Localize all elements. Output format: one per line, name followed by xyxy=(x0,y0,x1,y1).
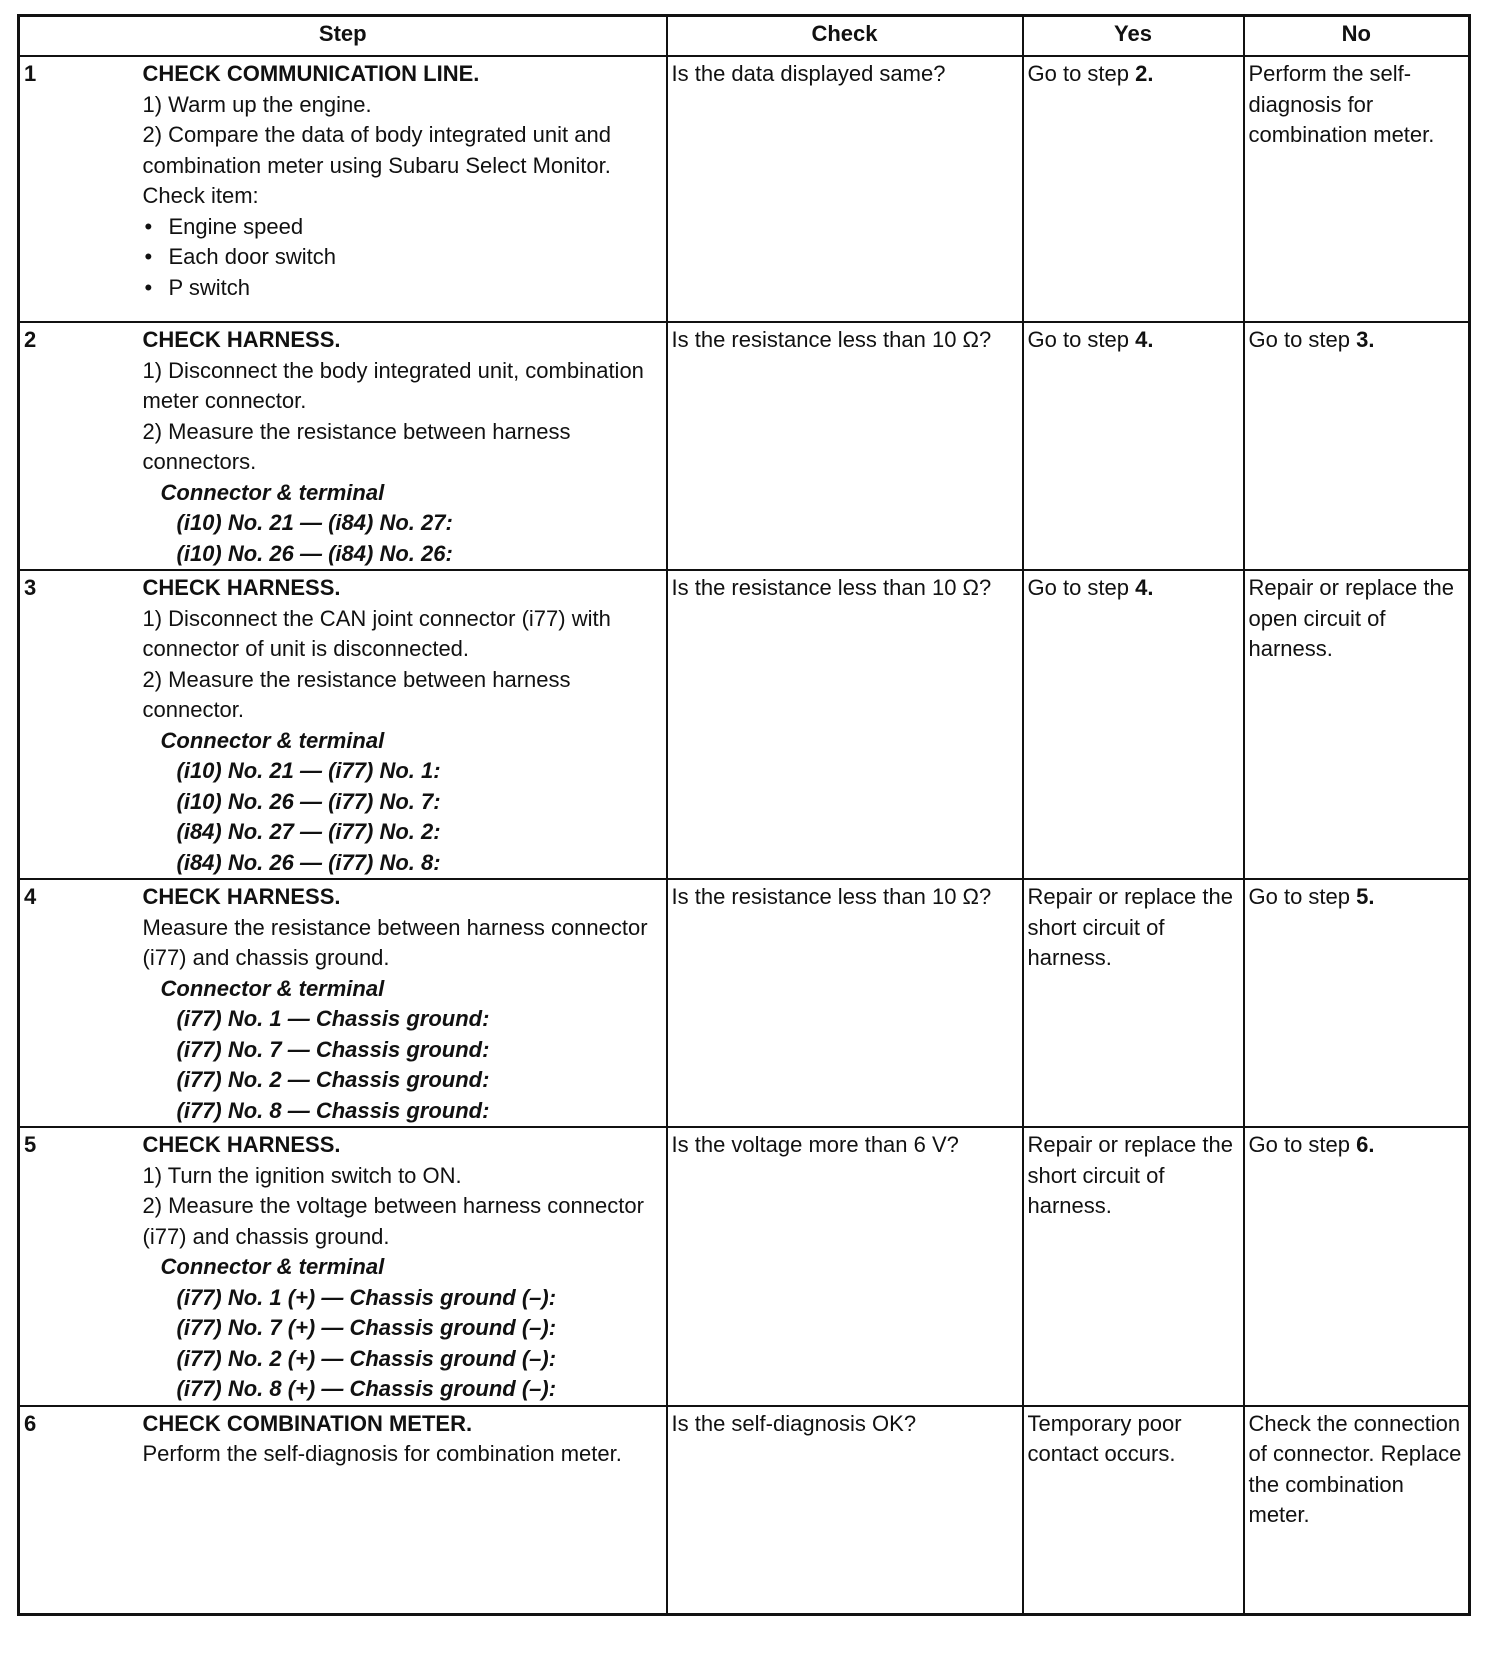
connector-terminal-item: (i77) No. 2 (+) — Chassis ground (–): xyxy=(176,1345,557,1371)
connector-terminal-item: (i77) No. 8 — Chassis ground: xyxy=(176,1097,490,1123)
connector-terminal-item: (i77) No. 2 — Chassis ground: xyxy=(176,1067,490,1092)
no-text: Go to step xyxy=(1248,1132,1357,1157)
connector-terminal-item: (i77) No. 7 (+) — Chassis ground (–): xyxy=(176,1315,557,1340)
connector-terminal-item: (i77) No. 8 (+) — Chassis ground (–): xyxy=(176,1376,557,1401)
step-description xyxy=(139,322,667,570)
step-title: CHECK HARNESS. xyxy=(142,575,341,600)
table-row xyxy=(19,56,1470,322)
no-step-ref: 3. xyxy=(1356,327,1375,352)
step-description xyxy=(139,1406,667,1615)
table-row xyxy=(19,570,1470,879)
table-row xyxy=(19,879,1470,1127)
step-number: 2 xyxy=(19,322,139,570)
yes-cell: Temporary poor contact occurs. xyxy=(1023,1406,1244,1615)
step-line: 2) Measure the resistance between harness connector. xyxy=(142,666,571,722)
no-cell: Check the connection of connector. Replace the combination meter. xyxy=(1244,1406,1470,1615)
check-item: • Each door switch xyxy=(143,242,662,273)
step-line: 1) Turn the ignition switch to ON. xyxy=(142,1162,462,1188)
no-text: Go to step xyxy=(1248,884,1357,909)
table-row xyxy=(19,322,1470,570)
yes-text: Go to step xyxy=(1027,61,1136,86)
diagnostic-table xyxy=(17,14,1471,1616)
connector-terminal-label: Connector & terminal xyxy=(160,479,385,505)
step-number: 1 xyxy=(19,56,139,322)
yes-cell: Repair or replace the short circuit of harness. xyxy=(1023,1127,1244,1406)
connector-terminal-item: (i84) No. 26 — (i77) No. 8: xyxy=(176,849,441,875)
yes-step-ref: 2. xyxy=(1135,61,1154,86)
connector-terminal-item: (i77) No. 7 — Chassis ground: xyxy=(176,1036,490,1062)
header-row xyxy=(19,16,1470,57)
connector-terminal-label: Connector & terminal xyxy=(160,727,385,753)
check-item: • Engine speed xyxy=(143,212,662,243)
step-number: 5 xyxy=(19,1127,139,1406)
step-title: CHECK HARNESS. xyxy=(142,1132,341,1157)
no-cell xyxy=(1244,322,1470,570)
check-cell: Is the resistance less than 10 Ω? xyxy=(667,322,1023,570)
step-line: 2) Compare the data of body integrated unit and combination meter using Subaru Select Monitor. xyxy=(142,122,611,178)
step-title: CHECK HARNESS. xyxy=(142,327,341,352)
yes-text: Go to step xyxy=(1027,327,1136,352)
connector-terminal-item: (i77) No. 1 (+) — Chassis ground (–): xyxy=(176,1284,557,1310)
check-cell: Is the data displayed same? xyxy=(667,56,1023,322)
check-cell: Is the self-diagnosis OK? xyxy=(667,1406,1023,1615)
step-line: Measure the resistance between harness connector (i77) and chassis ground. xyxy=(142,914,648,970)
no-cell xyxy=(1244,879,1470,1127)
step-number: 6 xyxy=(19,1406,139,1615)
connector-terminal-item: (i10) No. 26 — (i77) No. 7: xyxy=(176,788,441,814)
header-check: Check xyxy=(667,16,1023,57)
header-step: Step xyxy=(19,16,667,57)
step-line: 2) Measure the resistance between harness connectors. xyxy=(142,418,571,474)
step-description xyxy=(139,56,667,322)
check-cell: Is the resistance less than 10 Ω? xyxy=(667,570,1023,879)
header-yes: Yes xyxy=(1023,16,1244,57)
yes-text: Go to step xyxy=(1027,575,1136,600)
step-number: 3 xyxy=(19,570,139,879)
check-item: • P switch xyxy=(143,273,662,304)
yes-step-ref: 4. xyxy=(1135,575,1154,600)
no-step-ref: 6. xyxy=(1356,1132,1375,1157)
connector-terminal-item: (i10) No. 26 — (i84) No. 26: xyxy=(176,540,453,566)
step-line: 1) Disconnect the CAN joint connector (i77) with connector of unit is disconnected. xyxy=(142,605,611,661)
step-line: 1) Warm up the engine. xyxy=(142,91,372,117)
connector-terminal-item: (i10) No. 21 — (i84) No. 27: xyxy=(176,510,453,535)
no-cell: Repair or replace the open circuit of harness. xyxy=(1244,570,1470,879)
yes-cell xyxy=(1023,56,1244,322)
step-line: 2) Measure the voltage between harness connector (i77) and chassis ground. xyxy=(142,1193,644,1249)
connector-terminal-item: (i84) No. 27 — (i77) No. 2: xyxy=(176,819,441,844)
connector-terminal-item: (i77) No. 1 — Chassis ground: xyxy=(176,1006,490,1031)
yes-cell xyxy=(1023,322,1244,570)
step-description xyxy=(139,1127,667,1406)
step-line: 1) Disconnect the body integrated unit, combination meter connector. xyxy=(142,357,644,413)
step-line: Perform the self-diagnosis for combination meter. xyxy=(142,1441,622,1466)
step-title: CHECK COMMUNICATION LINE. xyxy=(142,61,480,86)
connector-terminal-item: (i10) No. 21 — (i77) No. 1: xyxy=(176,758,441,783)
yes-cell: Repair or replace the short circuit of harness. xyxy=(1023,879,1244,1127)
connector-terminal-label: Connector & terminal xyxy=(160,975,385,1001)
no-cell xyxy=(1244,1127,1470,1406)
no-cell: Perform the self-diagnosis for combination meter. xyxy=(1244,56,1470,322)
step-line: Check item: xyxy=(142,183,259,208)
table-row xyxy=(19,1406,1470,1615)
step-title: CHECK COMBINATION METER. xyxy=(142,1410,473,1436)
header-no: No xyxy=(1244,16,1470,57)
table-row xyxy=(19,1127,1470,1406)
no-step-ref: 5. xyxy=(1356,884,1375,909)
yes-step-ref: 4. xyxy=(1135,327,1154,352)
no-text: Go to step xyxy=(1248,327,1357,352)
step-number: 4 xyxy=(19,879,139,1127)
step-title: CHECK HARNESS. xyxy=(142,884,341,909)
step-description xyxy=(139,879,667,1127)
check-cell: Is the voltage more than 6 V? xyxy=(667,1127,1023,1406)
check-cell: Is the resistance less than 10 Ω? xyxy=(667,879,1023,1127)
yes-cell xyxy=(1023,570,1244,879)
step-description xyxy=(139,570,667,879)
connector-terminal-label: Connector & terminal xyxy=(160,1254,385,1279)
